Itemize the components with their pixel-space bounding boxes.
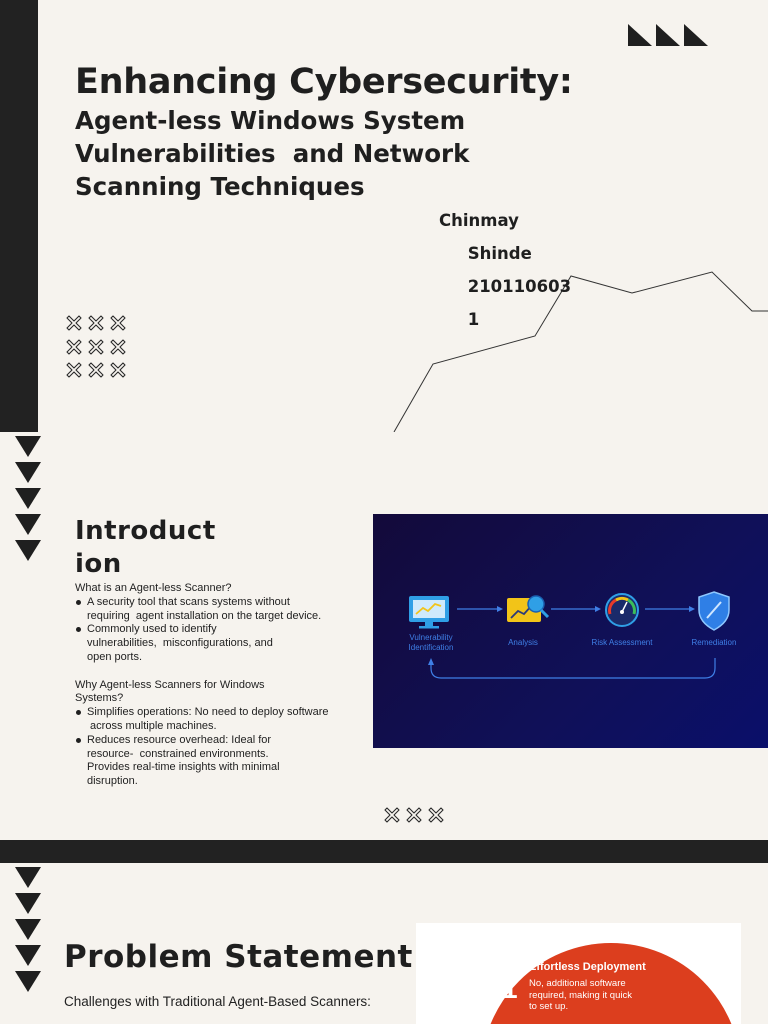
subtitle-line: Scanning Techniques — [75, 172, 365, 201]
workflow-graphics — [373, 514, 768, 748]
infographic-text: No, additional software required, making it quick to set up. — [529, 978, 632, 1012]
deployment-infographic — [416, 923, 741, 1024]
analysis-chart-icon — [507, 596, 548, 622]
side-triangles-decoration — [15, 436, 43, 566]
presentation-title: Enhancing Cybersecurity: — [75, 62, 573, 102]
scan-workflow-diagram — [373, 514, 768, 748]
heading-line: ion — [75, 549, 122, 579]
bullet-line: disruption. — [87, 775, 138, 788]
cross-mark-icon — [65, 314, 83, 332]
cross-pattern-decoration — [65, 314, 131, 385]
cross-pattern-decoration — [383, 806, 449, 830]
monitor-icon — [409, 596, 449, 629]
subheading: What is an Agent-less Scanner? — [75, 582, 232, 594]
cross-mark-icon — [405, 806, 423, 824]
subtitle-line: Vulnerabilities and Network — [75, 139, 470, 168]
subheading: Systems? — [75, 692, 124, 705]
cross-mark-icon — [65, 361, 83, 379]
author-line: 1 — [439, 310, 480, 329]
cross-mark-icon — [109, 361, 127, 379]
bullet-line: vulnerabilities, misconfigurations, and — [87, 637, 273, 650]
presentation-subtitle — [75, 104, 469, 203]
introduction-body — [75, 582, 365, 789]
bullet-line: requiring agent installation on the target device. — [87, 609, 322, 622]
title-slide — [0, 0, 768, 432]
corner-triangles-decoration — [628, 24, 710, 48]
cross-mark-icon — [87, 338, 105, 356]
step-label: Vulnerability Identification — [408, 633, 454, 652]
shield-icon — [699, 592, 729, 630]
bullet-line: Reduces resource overhead: Ideal for — [87, 733, 272, 746]
infographic-title: Effortless Deployment — [529, 961, 646, 973]
cross-mark-icon — [383, 806, 401, 824]
bullet-item — [75, 706, 365, 734]
bullet-item — [75, 596, 365, 624]
step-label: Risk Assessment — [591, 638, 653, 647]
subheading: Why Agent-less Scanners for Windows — [75, 678, 265, 691]
step-label: Analysis — [508, 638, 538, 647]
heading-line: Introduct — [75, 516, 216, 546]
infographic-number: 1 — [502, 973, 518, 1004]
side-triangles-decoration — [15, 867, 43, 997]
step-label: Remediation — [691, 638, 737, 647]
flow-arrows — [428, 606, 715, 678]
cross-mark-icon — [65, 338, 83, 356]
cross-mark-icon — [109, 338, 127, 356]
bullet-item — [75, 734, 365, 789]
author-line: 210110603 — [439, 277, 572, 296]
problem-statement-slide — [0, 863, 768, 1024]
cross-mark-icon — [109, 314, 127, 332]
author-block — [439, 204, 571, 336]
bullet-line: A security tool that scans systems without — [87, 595, 290, 608]
bullet-line: Provides real-time insights with minimal — [87, 761, 280, 774]
bullet-line: resource- constrained environments. — [87, 747, 269, 760]
cross-mark-icon — [87, 361, 105, 379]
author-line: Chinmay — [439, 211, 519, 230]
subtitle-line: Agent-less Windows System — [75, 106, 466, 135]
introduction-slide — [0, 432, 768, 840]
section-heading: Problem Statement — [64, 939, 413, 975]
bullet-line: Simplifies operations: No need to deploy software — [87, 706, 329, 719]
risk-gauge-icon — [606, 594, 638, 626]
subheading: Challenges with Traditional Agent-Based Scanners: — [64, 994, 371, 1009]
bullet-line: open ports. — [87, 650, 143, 663]
section-heading — [75, 515, 216, 581]
cross-mark-icon — [87, 314, 105, 332]
bullet-line: across multiple machines. — [87, 719, 217, 732]
section-divider-bar — [0, 840, 768, 863]
bullet-line: Commonly used to identify — [87, 623, 217, 636]
bullet-item — [75, 623, 365, 664]
author-line: Shinde — [439, 244, 532, 263]
cross-mark-icon — [427, 806, 445, 824]
